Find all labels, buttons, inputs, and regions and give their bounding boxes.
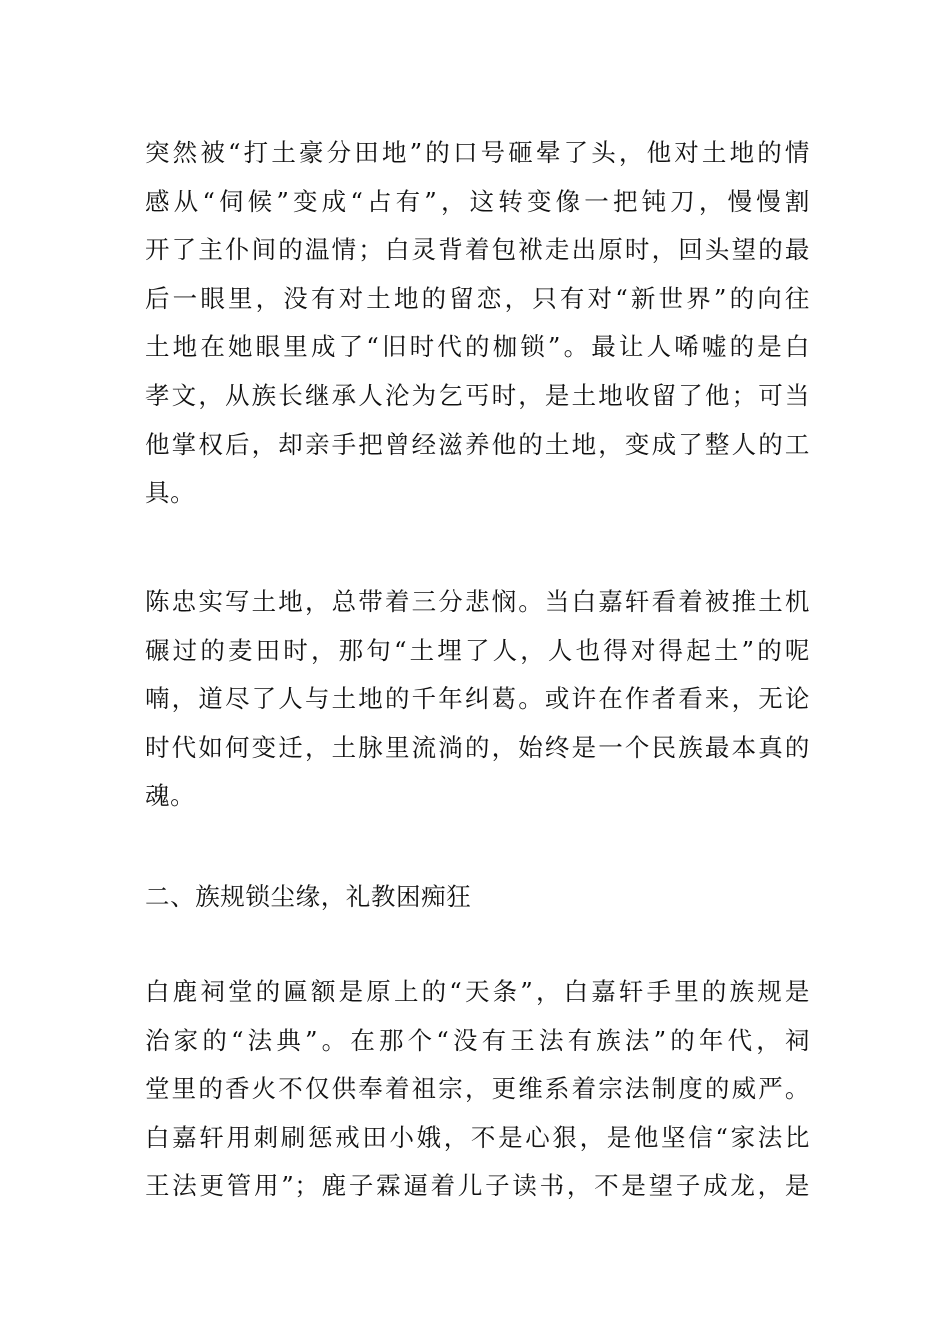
paragraph-line: 堂里的香火不仅供奉着祖宗，更维系着宗法制度的威严。	[145, 1074, 810, 1104]
paragraph-clan-rules	[145, 968, 810, 1211]
paragraph-line: 治家的“法典”。在那个“没有王法有族法”的年代，祠	[145, 1025, 810, 1055]
paragraph-line: 具。	[145, 478, 196, 508]
paragraph-line: 时代如何变迁，土脉里流淌的，始终是一个民族最本真的	[145, 732, 810, 762]
paragraph-line: 王法更管用”；鹿子霖逼着儿子读书，不是望子成龙，是	[145, 1171, 810, 1201]
paragraph-line: 喃，道尽了人与土地的千年纠葛。或许在作者看来，无论	[145, 684, 810, 714]
paragraph-line: 开了主仆间的温情；白灵背着包袱走出原时，回头望的最	[145, 235, 810, 265]
paragraph-line: 感从“伺候”变成“占有”，这转变像一把钝刀，慢慢割	[145, 186, 810, 216]
section-heading-text: 二、族规锁尘缘，礼教困痴狂	[145, 882, 472, 911]
paragraph-line: 他掌权后，却亲手把曾经滋养他的土地，变成了整人的工	[145, 429, 810, 459]
paragraph-line: 孝文，从族长继承人沦为乞丐时，是土地收留了他；可当	[145, 380, 810, 410]
paragraph-land-transformation	[145, 129, 810, 518]
paragraph-line: 陈忠实写土地，总带着三分悲悯。当白嘉轩看着被推土机	[145, 587, 810, 616]
section-heading	[145, 873, 810, 922]
paragraph-line: 白嘉轩用刺刷惩戒田小娥，不是心狠，是他坚信“家法比	[145, 1122, 810, 1152]
paragraph-line: 突然被“打土豪分田地”的口号砸晕了头，他对土地的情	[145, 138, 810, 167]
paragraph-line: 后一眼里，没有对土地的留恋，只有对“新世界”的向往	[145, 283, 810, 313]
paragraph-line: 白鹿祠堂的匾额是原上的“天条”，白嘉轩手里的族规是	[145, 977, 810, 1006]
paragraph-author-compassion	[145, 578, 810, 821]
paragraph-line: 碾过的麦田时，那句“土埋了人，人也得对得起土”的呢	[145, 635, 810, 665]
paragraph-line: 魂。	[145, 781, 196, 811]
paragraph-line: 土地在她眼里成了“旧时代的枷锁”。最让人唏嘘的是白	[145, 332, 810, 362]
